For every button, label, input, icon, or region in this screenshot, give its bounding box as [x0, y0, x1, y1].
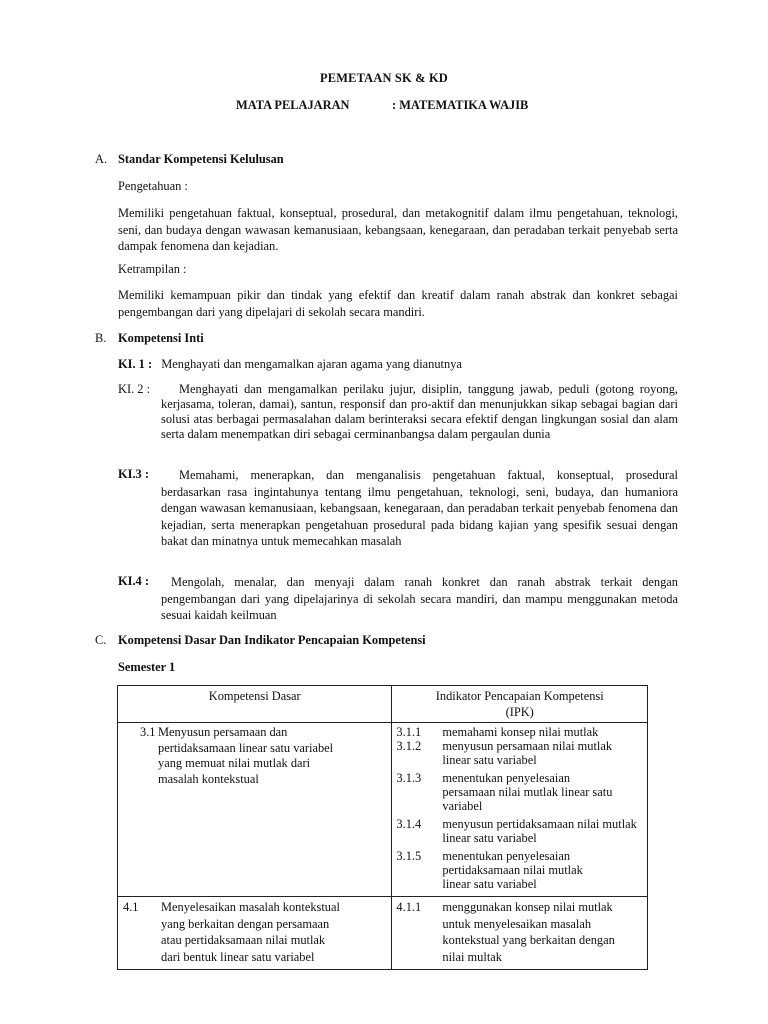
section-c-heading: Kompetensi Dasar Dan Indikator Pencapaian Kompetensi — [118, 633, 426, 647]
section-b-heading: Kompetensi Inti — [118, 331, 204, 345]
ki-3-label: KI.3 : — [118, 467, 149, 481]
ipk-item: 4.1.1 menggunakan konsep nilai mutlak untuk menyelesaikan masalah kontekstual yang berkaitan dengan nilai multak — [396, 900, 615, 964]
kd-text: Menyusun persamaan dan pertidaksamaan linear satu variabel yang memuat nilai mutlak dari masalah kontekstual — [158, 725, 334, 786]
ki-4-text: Mengolah, menalar, dan menyaji dalam ranah konkret dan ranah abstrak terkait dengan pengembangan dari yang dipelajarinya di sekolah secara mandiri, dan mampu menggunakan metoda sesuai kaidah keilmuan — [161, 575, 678, 622]
table-row — [118, 723, 648, 897]
ipk-item: 3.1.3 menentukan penyelesaian persamaan nilai mutlak linear satu variabel — [396, 771, 613, 813]
section-b-letter: B. — [95, 331, 107, 345]
section-a-heading: Standar Kompetensi Kelulusan — [118, 152, 284, 166]
kd-cell — [118, 723, 392, 897]
skill-label: Ketrampilan : — [118, 262, 187, 276]
ipk-item: 3.1.4 menyusun pertidaksamaan nilai mutlak linear satu variabel — [396, 817, 637, 845]
kd-cell — [118, 897, 392, 970]
table-header-row — [118, 686, 648, 723]
kd-ipk-table — [117, 685, 648, 970]
table-row — [118, 897, 648, 970]
semester-label: Semester 1 — [118, 660, 176, 674]
section-a-letter: A. — [95, 152, 108, 166]
ki-label: KI. 1 : — [118, 357, 153, 371]
col-header-ipk: Indikator Pencapaian Kompetensi (IPK) — [392, 686, 648, 723]
subject-label: MATA PELAJARAN — [236, 98, 350, 112]
kd-number: 4.1 — [123, 900, 139, 914]
ki-2-text: Menghayati dan mengamalkan perilaku jujur, disiplin, tanggung jawab, peduli (gotong royong, kerjasama, toleran, damai), santun, responsif dan pro-aktif dan menunjukkan sikap sebagai bagian dari solusi atas berbagai permasalahan dalam berinteraksi secara efektif dengan lingkungan sosial dan alam serta dalam menempatkan diri sebagai cerminanbangsa dalam pergaulan dunia — [161, 382, 678, 441]
ki-2-label: KI. 2 : — [118, 382, 151, 396]
ki-1 — [118, 357, 462, 372]
kd-text: Menyelesaikan masalah kontekstual yang berkaitan dengan persamaan atau pertidaksamaan nilai mutlak dari bentuk linear satu variabel — [161, 900, 340, 964]
col-header-kd: Kompetensi Dasar — [118, 686, 392, 723]
ipk-item: 3.1.1 memahami konsep nilai mutlak — [396, 725, 599, 739]
subject-value: : MATEMATIKA WAJIB — [392, 98, 529, 112]
ki-text: Menghayati dan mengamalkan ajaran agama yang dianutnya — [161, 357, 462, 371]
section-c-letter: C. — [95, 633, 107, 647]
knowledge-label: Pengetahuan : — [118, 179, 188, 193]
ipk-cell — [392, 897, 648, 970]
ki-3-text: Memahami, menerapkan, dan menganalisis pengetahuan faktual, konseptual, prosedural berdasarkan rasa ingintahunya tentang ilmu pengetahuan, teknologi, seni, budaya, dan humaniora dengan wawasan kemanusiaan, kebangsaan, kenegaraan, dan peradaban terkait penyebab fenomena dan kejadian, serta menerapkan pengetahuan prosedural pada bidang kajian yang spesifik sesuai dengan bakat dan minatnya untuk memecahkan masalah — [161, 468, 678, 548]
skill-text: Memiliki kemampuan pikir dan tindak yang efektif dan kreatif dalam ranah abstrak dan konkret sebagai pengembangan dari yang dipelajari di sekolah secara mandiri. — [118, 288, 678, 319]
kd-number: 3.1 — [140, 725, 156, 739]
document-title: PEMETAAN SK & KD — [320, 71, 448, 85]
ipk-item: 3.1.5 menentukan penyelesaian pertidaksamaan nilai mutlak linear satu variabel — [396, 849, 583, 891]
ipk-cell — [392, 723, 648, 897]
knowledge-text: Memiliki pengetahuan faktual, konseptual, prosedural, dan metakognitif dalam ilmu pengetahuan, teknologi, seni, dan budaya dengan wawasan kemanusiaan, kebangsaan, kenegaraan, dan peradaban terkait penyebab serta dampak fenomena dan kejadian. — [118, 206, 678, 253]
ki-4-label: KI.4 : — [118, 574, 149, 588]
ipk-item: 3.1.2 menyusun persamaan nilai mutlak linear satu variabel — [396, 739, 613, 767]
